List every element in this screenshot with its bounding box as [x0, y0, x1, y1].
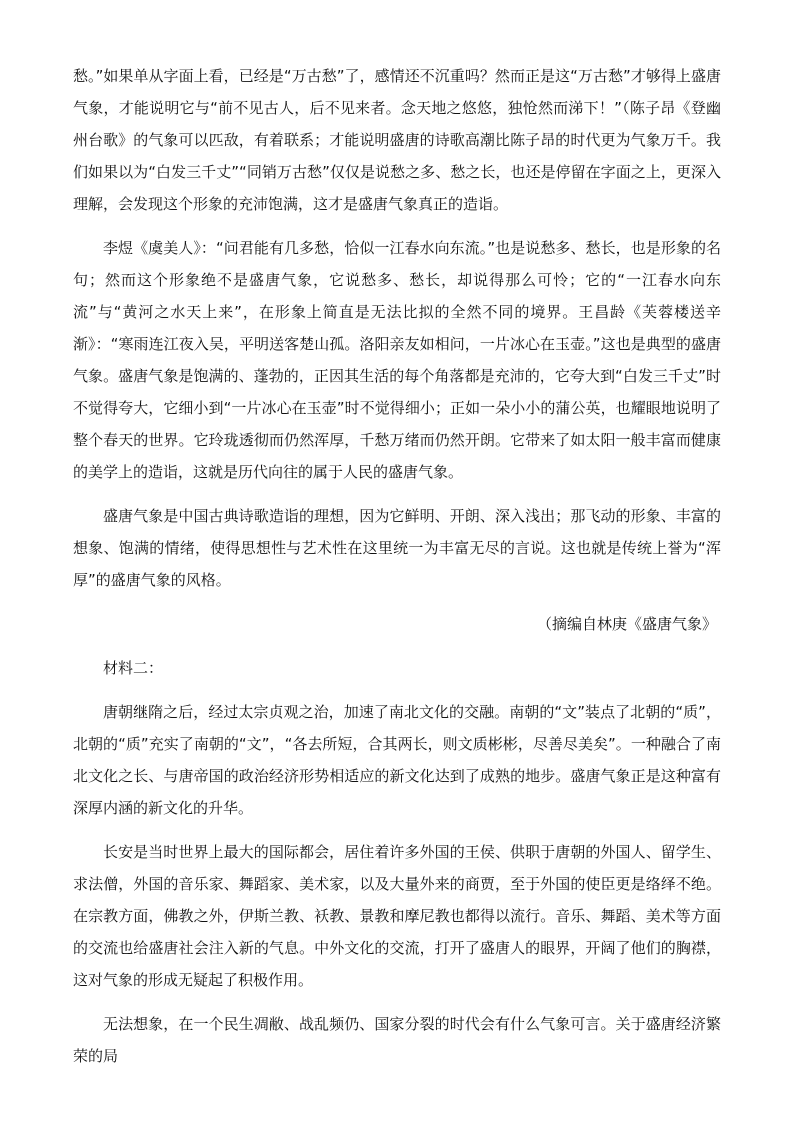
section-label: 材料二： [103, 659, 164, 677]
paragraph-gap [73, 220, 721, 232]
paragraph-gap [73, 684, 721, 696]
paragraph-gap [73, 996, 721, 1008]
paragraph-gap [73, 824, 721, 836]
paragraph-4: 唐朝继隋之后，经过太宗贞观之治，加速了南北文化的交融。南朝的“文”装点了北朝的“质”，北朝的“质”充实了南朝的“文”，“各去所短，合其两长，则文质彬彬，尽善尽美矣”。一种融合了南北文化之长、与唐帝国的政治经济形势相适应的新文化达到了成熟的地步。盛唐气象正是这种富有深厚内涵的新文化的升华。 [73, 703, 721, 817]
paragraph-gap [73, 488, 721, 500]
paragraph-6: 无法想象，在一个民生凋敝、战乱频仍、国家分裂的时代会有什么气象可言。关于盛唐经济繁荣的局 [73, 1015, 721, 1065]
paragraph-gap [73, 596, 721, 608]
paragraph-gap [73, 640, 721, 652]
source-citation: （摘编自林庚《盛唐气象》 [536, 615, 717, 633]
paragraph-3: 盛唐气象是中国古典诗歌造诣的理想，因为它鲜明、开朗、深入浅出；那飞动的形象、丰富的想象、饱满的情绪，使得思想性与艺术性在这里统一为丰富无尽的言说。这也就是传统上誉为“浑厚”的盛唐气象的风格。 [73, 507, 721, 589]
document-page [73, 60, 721, 1072]
paragraph-1: 愁。”如果单从字面上看，已经是“万古愁”了，感情还不沉重吗？然而正是这“万古愁”才够得上盛唐气象，才能说明它与“前不见古人，后不见来者。念天地之悠悠，独怆然而涕下！”（陈子昂《登幽州台歌》的气象可以匹敌，有着联系；才能说明盛唐的诗歌高潮比陈子昂的时代更为气象万千。我们如果以为“白发三千丈”“同销万古愁”仅仅是说愁之多、愁之长，也还是停留在字面之上，更深入理解，会发现这个形象的充沛饱满，这才是盛唐气象真正的造诣。 [73, 67, 721, 213]
paragraph-5: 长安是当时世界上最大的国际都会，居住着许多外国的王侯、供职于唐朝的外国人、留学生、求法僧，外国的音乐家、舞蹈家、美术家，以及大量外来的商贾，至于外国的使臣更是络绎不绝。在宗教方面，佛教之外，伊斯兰教、袄教、景教和摩尼教也都得以流行。音乐、舞蹈、美术等方面的交流也给盛唐社会注入新的气息。中外文化的交流，打开了盛唐人的眼界，开阔了他们的胸襟，这对气象的形成无疑起了积极作用。 [73, 843, 721, 989]
paragraph-2: 李煜《虞美人》：“问君能有几多愁，恰似一江春水向东流。”也是说愁多、愁长，也是形象的名句；然而这个形象绝不是盛唐气象，它说愁多、愁长，却说得那么可怜；它的“一江春水向东流”与“黄河之水天上来”，在形象上简直是无法比拟的全然不同的境界。王昌龄《芙蓉楼送辛渐》：“寒雨连江夜入吴，平明送客楚山孤。洛阳亲友如相问，一片冰心在玉壶。”这也是典型的盛唐气象。盛唐气象是饱满的、蓬勃的，正因其生活的每个角落都是充沛的，它夸大到“白发三千丈”时不觉得夸大，它细小到“一片冰心在玉壶”时不觉得细小；正如一朵小小的蒲公英，也耀眼地说明了整个春天的世界。它玲珑透彻而仍然浑厚，千愁万绪而仍然开朗。它带来了如太阳一般丰富而健康的美学上的造诣，这就是历代向往的属于人民的盛唐气象。 [73, 239, 721, 481]
